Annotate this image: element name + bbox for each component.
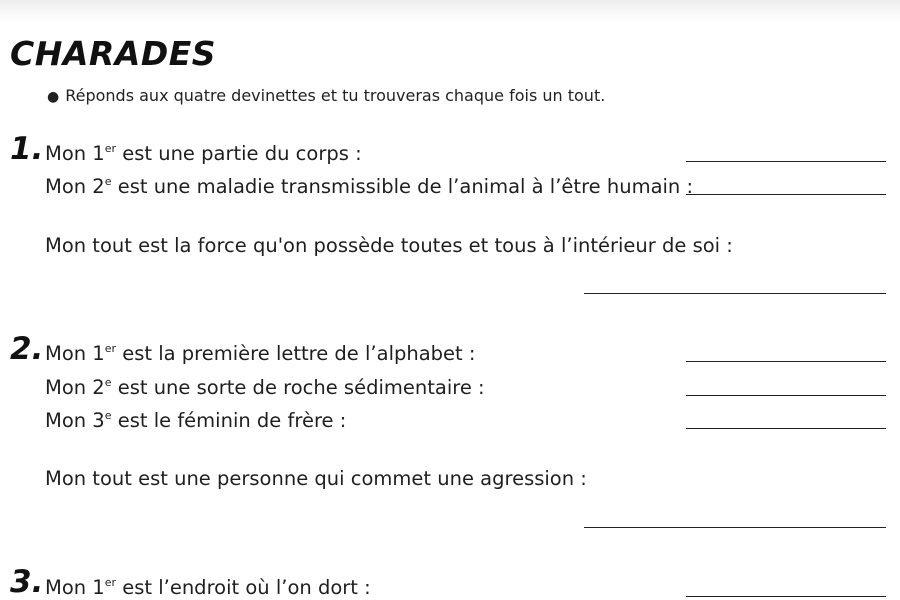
answer-blank-2-2[interactable] bbox=[686, 395, 886, 396]
line-prefix: Mon 1 bbox=[45, 342, 105, 365]
ordinal-superscript: e bbox=[104, 376, 112, 389]
bullet-icon: ● bbox=[47, 89, 60, 105]
riddle-2-line-3 bbox=[45, 409, 346, 432]
line-prefix: Mon 1 bbox=[45, 142, 105, 165]
ordinal-superscript: er bbox=[104, 576, 117, 589]
riddle-number-3: 3. bbox=[10, 564, 44, 600]
line-prefix: Mon 2 bbox=[45, 376, 105, 399]
answer-blank-1-2[interactable] bbox=[686, 194, 886, 195]
answer-blank-2-whole[interactable] bbox=[584, 527, 886, 528]
instruction bbox=[47, 86, 605, 105]
riddle-number-1: 1. bbox=[10, 131, 44, 167]
riddle-1-line-2 bbox=[45, 175, 693, 198]
page-top-shadow bbox=[0, 0, 900, 22]
riddle-2-whole: Mon tout est une personne qui commet une agression : bbox=[45, 467, 587, 490]
line-text: est une maladie transmissible de l’animal à l’être humain : bbox=[111, 175, 694, 198]
ordinal-superscript: e bbox=[104, 409, 112, 422]
line-prefix: Mon 1 bbox=[45, 576, 105, 599]
instruction-text: Réponds aux quatre devinettes et tu trouveras chaque fois un tout. bbox=[65, 86, 606, 105]
line-text: est une partie du corps : bbox=[116, 142, 362, 165]
line-text: est une sorte de roche sédimentaire : bbox=[111, 376, 485, 399]
line-prefix: Mon 2 bbox=[45, 175, 105, 198]
answer-blank-3-1[interactable] bbox=[686, 596, 886, 597]
line-prefix: Mon 3 bbox=[45, 409, 105, 432]
line-text: est la première lettre de l’alphabet : bbox=[116, 342, 476, 365]
riddle-number-2: 2. bbox=[10, 331, 44, 367]
answer-blank-1-whole[interactable] bbox=[584, 293, 886, 294]
ordinal-superscript: e bbox=[104, 175, 112, 188]
riddle-2-line-2 bbox=[45, 376, 485, 399]
riddle-1-line-1 bbox=[45, 142, 362, 165]
riddle-3-line-1 bbox=[45, 576, 371, 599]
line-text: est le féminin de frère : bbox=[111, 409, 347, 432]
ordinal-superscript: er bbox=[104, 142, 117, 155]
ordinal-superscript: er bbox=[104, 342, 117, 355]
answer-blank-2-1[interactable] bbox=[686, 361, 886, 362]
page-title: CHARADES bbox=[10, 34, 217, 73]
line-text: est l’endroit où l’on dort : bbox=[116, 576, 371, 599]
riddle-2-line-1 bbox=[45, 342, 475, 365]
answer-blank-1-1[interactable] bbox=[686, 161, 886, 162]
answer-blank-2-3[interactable] bbox=[686, 428, 886, 429]
riddle-1-whole: Mon tout est la force qu'on possède toutes et tous à l’intérieur de soi : bbox=[45, 234, 733, 257]
